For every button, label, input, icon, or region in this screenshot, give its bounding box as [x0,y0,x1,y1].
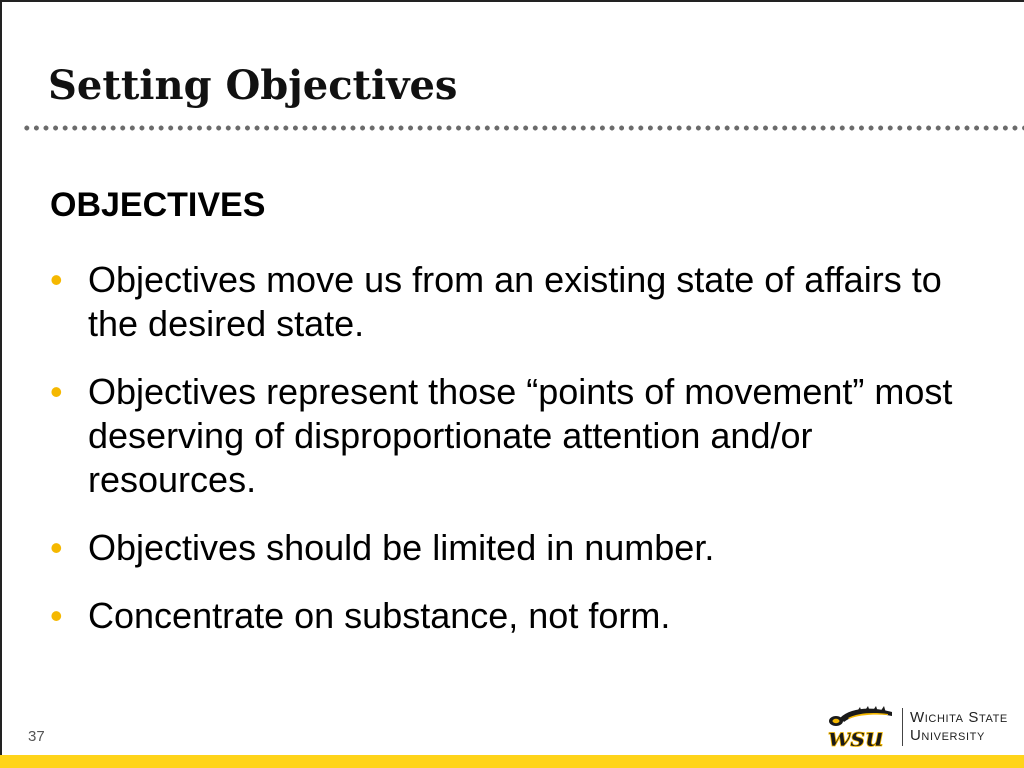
dotted-divider [22,124,1024,132]
logo-wordmark [910,709,1008,745]
bullet-item [50,526,970,570]
slide-title: Setting Objectives [48,62,458,109]
logo-line-2: University [910,727,985,744]
bullet-icon: • [50,371,63,412]
bullet-item [50,594,970,638]
bullet-icon: • [50,595,63,636]
slide-number: 37 [28,728,45,745]
bullet-text: Objectives represent those “points of movement” most deserving of disproportionate attention and/or resources. [88,371,953,500]
bullet-text: Objectives move us from an existing state of affairs to the desired state. [88,259,942,344]
bullet-icon: • [50,527,63,568]
university-logo [826,704,1016,752]
logo-line-1: Wichita State [910,709,1008,726]
bullet-text: Concentrate on substance, not form. [88,595,671,636]
shocker-logo-icon [826,704,896,750]
section-heading: OBJECTIVES [50,186,266,224]
bullet-item [50,258,970,346]
bullet-text: Objectives should be limited in number. [88,527,715,568]
bullet-list [50,258,970,662]
footer-bar [0,755,1024,768]
bullet-item [50,370,970,502]
logo-mark-text: wsu [828,723,884,750]
logo-divider [902,708,903,746]
bullet-icon: • [50,259,63,300]
